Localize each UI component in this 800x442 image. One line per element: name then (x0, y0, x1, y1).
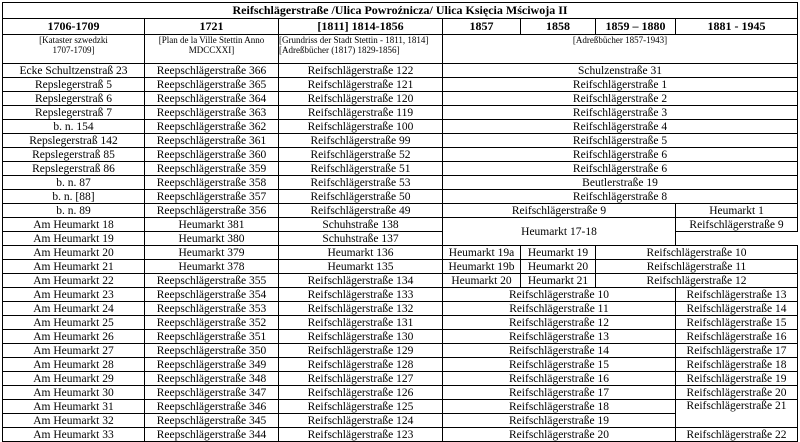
cell-1811: Reifschlägerstraße 134 (279, 274, 443, 288)
cell-1857-1880: Reifschlägerstraße 11 (443, 302, 676, 316)
cell-1857-1945: Reifschlägerstraße 4 (443, 120, 798, 134)
source-1721-line-1: [Plan de la Ville Stettin Anno (158, 35, 265, 45)
cell-1811: Reifschlägerstraße 129 (279, 344, 443, 358)
cell-1811: Reifschlägerstraße 100 (279, 120, 443, 134)
table-row (3, 190, 798, 204)
cell-1721: Reepschlägerstraße 365 (145, 78, 279, 92)
cell-1706: Am Heumarkt 33 (3, 428, 145, 442)
cell-1881-1945: Reifschlägerstraße 17 (676, 344, 798, 358)
table-row (3, 148, 798, 162)
cell-1721: Reepschlägerstraße 347 (145, 386, 279, 400)
cell-1857-1945: Reifschlägerstraße 1 (443, 78, 798, 92)
cell-1721: Reepschlägerstraße 359 (145, 162, 279, 176)
cell-1858: Heumarkt 19 (521, 246, 596, 260)
cell-1881-1945: Reifschlägerstraße 14 (676, 302, 798, 316)
cell-1706: Am Heumarkt 18 (3, 218, 145, 232)
cell-1721: Reepschlägerstraße 366 (145, 64, 279, 78)
cell-1721: Reepschlägerstraße 361 (145, 134, 279, 148)
cell-1706: Repslegerstraß 86 (3, 162, 145, 176)
cell-1811: Heumarkt 136 (279, 246, 443, 260)
cell-1857-1880: Reifschlägerstraße 19 (443, 414, 676, 428)
cell-1811: Reifschlägerstraße 130 (279, 330, 443, 344)
cell-1857-1945: Reifschlägerstraße 3 (443, 106, 798, 120)
cell-1857-1880: Reifschlägerstraße 15 (443, 358, 676, 372)
cell-1721: Reepschlägerstraße 351 (145, 330, 279, 344)
year-header-1721: 1721 (145, 19, 279, 35)
cell-1721: Reepschlägerstraße 348 (145, 372, 279, 386)
cell-1881-1945: Reifschlägerstraße 22 (676, 428, 798, 442)
cell-1706: b. n. [88] (3, 190, 145, 204)
cell-1706: Repslegerstraß 85 (3, 148, 145, 162)
table-title: Reifschlägerstraße /Ulica Powroźnicza/ Ulica Księcia Mściwoja II (3, 3, 798, 19)
cell-1857-1880: Reifschlägerstraße 16 (443, 372, 676, 386)
year-header-1811: [1811] 1814-1856 (279, 19, 443, 35)
cell-1706: Am Heumarkt 26 (3, 330, 145, 344)
table-row (3, 400, 798, 414)
cell-1811: Reifschlägerstraße 52 (279, 148, 443, 162)
source-1721-line-2: MDCCXXI] (188, 45, 235, 55)
table-row (3, 162, 798, 176)
cell-1811: Schuhstraße 137 (279, 232, 443, 246)
cell-1706: Ecke Schultzenstraß 23 (3, 64, 145, 78)
table-row (3, 330, 798, 344)
table-row (3, 288, 798, 302)
cell-1811: Reifschlägerstraße 133 (279, 288, 443, 302)
table-row (3, 344, 798, 358)
year-header-1859: 1859 – 1880 (596, 19, 676, 35)
table-row (3, 134, 798, 148)
cell-1706: Am Heumarkt 20 (3, 246, 145, 260)
cell-1811: Reifschlägerstraße 132 (279, 302, 443, 316)
source-1811-line-2: [Adreßbücher (1817) 1829-1856] (279, 45, 400, 55)
cell-1881-1945: Reifschlägerstraße 21 (676, 400, 798, 428)
cell-1857-1880: Reifschlägerstraße 12 (443, 316, 676, 330)
cell-1857-1880: Reifschlägerstraße 14 (443, 344, 676, 358)
source-1721 (145, 35, 279, 64)
cell-1721: Reepschlägerstraße 360 (145, 148, 279, 162)
cell-1811: Reifschlägerstraße 121 (279, 78, 443, 92)
table-row (3, 358, 798, 372)
cell-1721: Reepschlägerstraße 355 (145, 274, 279, 288)
source-row (3, 35, 798, 64)
table-row (3, 106, 798, 120)
cell-1811: Reifschlägerstraße 128 (279, 358, 443, 372)
cell-1721: Reepschlägerstraße 353 (145, 302, 279, 316)
cell-1857-1880: Reifschlägerstraße 17 (443, 386, 676, 400)
cell-1857: Heumarkt 19b (443, 260, 521, 274)
cell-1881-1945: Reifschlägerstraße 13 (676, 288, 798, 302)
cell-1857-1880: Reifschlägerstraße 20 (443, 428, 676, 442)
cell-1811: Reifschlägerstraße 53 (279, 176, 443, 190)
cell-1721: Reepschlägerstraße 349 (145, 358, 279, 372)
cell-1857: Heumarkt 19a (443, 246, 521, 260)
cell-1811: Reifschlägerstraße 122 (279, 64, 443, 78)
cell-1857-1945: Reifschlägerstraße 8 (443, 190, 798, 204)
cell-1721: Heumarkt 379 (145, 246, 279, 260)
cell-1721: Reepschlägerstraße 352 (145, 316, 279, 330)
source-1706-line-2: 1707-1709] (52, 45, 95, 55)
cell-1811: Reifschlägerstraße 124 (279, 414, 443, 428)
source-1811-line-1: [Grundriss der Stadt Stettin - 1811, 1814] (279, 35, 429, 45)
cell-1881-1945: Reifschlägerstraße 15 (676, 316, 798, 330)
cell-1857-1945: Reifschlägerstraße 2 (443, 92, 798, 106)
cell-1721: Heumarkt 380 (145, 232, 279, 246)
cell-1857-1880: Reifschlägerstraße 18 (443, 400, 676, 414)
street-history-table (2, 2, 798, 442)
table-row (3, 64, 798, 78)
cell-1721: Reepschlägerstraße 362 (145, 120, 279, 134)
cell-1859-1945: Reifschlägerstraße 10 (596, 246, 798, 260)
cell-1811: Reifschlägerstraße 126 (279, 386, 443, 400)
cell-1721: Reepschlägerstraße 345 (145, 414, 279, 428)
table-row (3, 302, 798, 316)
cell-1811: Reifschlägerstraße 125 (279, 400, 443, 414)
year-header-row (3, 19, 798, 35)
cell-1721: Heumarkt 378 (145, 260, 279, 274)
cell-1811: Reifschlägerstraße 127 (279, 372, 443, 386)
document-page (2, 2, 797, 442)
table-row (3, 232, 798, 246)
cell-1706: Am Heumarkt 23 (3, 288, 145, 302)
table-row (3, 176, 798, 190)
cell-1721: Reepschlägerstraße 350 (145, 344, 279, 358)
source-1706 (3, 35, 145, 64)
source-1706-line-1: [Kataster szwedzki (39, 35, 108, 45)
table-row (3, 92, 798, 106)
table-row (3, 204, 798, 218)
table-row (3, 372, 798, 386)
cell-1706: Am Heumarkt 32 (3, 414, 145, 428)
cell-1857-1945: Reifschlägerstraße 6 (443, 162, 798, 176)
cell-1721: Reepschlägerstraße 344 (145, 428, 279, 442)
cell-1881-1945: Reifschlägerstraße 9 (676, 218, 798, 232)
cell-1857-1945: Beutlerstraße 19 (443, 176, 798, 190)
source-1857: [Adreßbücher 1857-1943] (443, 35, 798, 64)
cell-1881-1945: Heumarkt 1 (676, 204, 798, 218)
cell-1811: Reifschlägerstraße 50 (279, 190, 443, 204)
cell-1811: Reifschlägerstraße 123 (279, 428, 443, 442)
table-row (3, 316, 798, 330)
cell-1881-1945: Reifschlägerstraße 16 (676, 330, 798, 344)
cell-1857-1880: Heumarkt 17-18 (443, 218, 676, 246)
cell-1706: Am Heumarkt 25 (3, 316, 145, 330)
cell-1811: Schuhstraße 138 (279, 218, 443, 232)
cell-1721: Heumarkt 381 (145, 218, 279, 232)
cell-1706: Am Heumarkt 27 (3, 344, 145, 358)
cell-1721: Reepschlägerstraße 364 (145, 92, 279, 106)
cell-1706: Am Heumarkt 24 (3, 302, 145, 316)
cell-1811: Reifschlägerstraße 119 (279, 106, 443, 120)
cell-1721: Reepschlägerstraße 346 (145, 400, 279, 414)
cell-1706: Am Heumarkt 30 (3, 386, 145, 400)
cell-1706: Am Heumarkt 22 (3, 274, 145, 288)
cell-1881-1945: Reifschlägerstraße 20 (676, 386, 798, 400)
cell-1857-1945: Schulzenstraße 31 (443, 64, 798, 78)
cell-1706: Repslegerstraß 6 (3, 92, 145, 106)
cell-1857-1880: Reifschlägerstraße 10 (443, 288, 676, 302)
year-header-1857: 1857 (443, 19, 521, 35)
table-row (3, 78, 798, 92)
cell-1857-1880: Reifschlägerstraße 9 (443, 204, 676, 218)
cell-1721: Reepschlägerstraße 354 (145, 288, 279, 302)
cell-1706: Am Heumarkt 28 (3, 358, 145, 372)
table-row (3, 274, 798, 288)
cell-1706: Am Heumarkt 31 (3, 400, 145, 414)
cell-1857-1945: Reifschlägerstraße 6 (443, 148, 798, 162)
cell-1706: Am Heumarkt 29 (3, 372, 145, 386)
cell-1857-1945: Reifschlägerstraße 5 (443, 134, 798, 148)
cell-1859-1945: Reifschlägerstraße 11 (596, 260, 798, 274)
cell-1811: Reifschlägerstraße 49 (279, 204, 443, 218)
year-header-1858: 1858 (521, 19, 596, 35)
cell-1706: Repslegerstraß 142 (3, 134, 145, 148)
cell-1811: Heumarkt 135 (279, 260, 443, 274)
cell-1859-1945: Reifschlägerstraße 12 (596, 274, 798, 288)
cell-1706: Repslegerstraß 5 (3, 78, 145, 92)
cell-1881-1945: Reifschlägerstraße 18 (676, 358, 798, 372)
cell-1706: Am Heumarkt 21 (3, 260, 145, 274)
cell-1721: Reepschlägerstraße 358 (145, 176, 279, 190)
cell-1881-1945: Reifschlägerstraße 19 (676, 372, 798, 386)
table-row (3, 386, 798, 400)
cell-1857-1880: Reifschlägerstraße 13 (443, 330, 676, 344)
cell-1811: Reifschlägerstraße 131 (279, 316, 443, 330)
cell-1706: b. n. 154 (3, 120, 145, 134)
table-row (3, 428, 798, 442)
source-1811 (279, 35, 443, 64)
cell-1721: Reepschlägerstraße 357 (145, 190, 279, 204)
table-row (3, 218, 798, 232)
cell-1721: Reepschlägerstraße 356 (145, 204, 279, 218)
cell-1811: Reifschlägerstraße 120 (279, 92, 443, 106)
year-header-1881: 1881 - 1945 (676, 19, 798, 35)
cell-1721: Reepschlägerstraße 363 (145, 106, 279, 120)
cell-1811: Reifschlägerstraße 99 (279, 134, 443, 148)
table-row (3, 120, 798, 134)
table-row (3, 260, 798, 274)
cell-1811: Reifschlägerstraße 51 (279, 162, 443, 176)
year-header-1706: 1706-1709 (3, 19, 145, 35)
cell-1706: b. n. 87 (3, 176, 145, 190)
cell-1706: Am Heumarkt 19 (3, 232, 145, 246)
cell-1706: Repslegerstraß 7 (3, 106, 145, 120)
cell-1858: Heumarkt 21 (521, 274, 596, 288)
cell-1858: Heumarkt 20 (521, 260, 596, 274)
cell-1857: Heumarkt 20 (443, 274, 521, 288)
cell-1706: b. n. 89 (3, 204, 145, 218)
title-row (3, 3, 798, 19)
table-row (3, 246, 798, 260)
